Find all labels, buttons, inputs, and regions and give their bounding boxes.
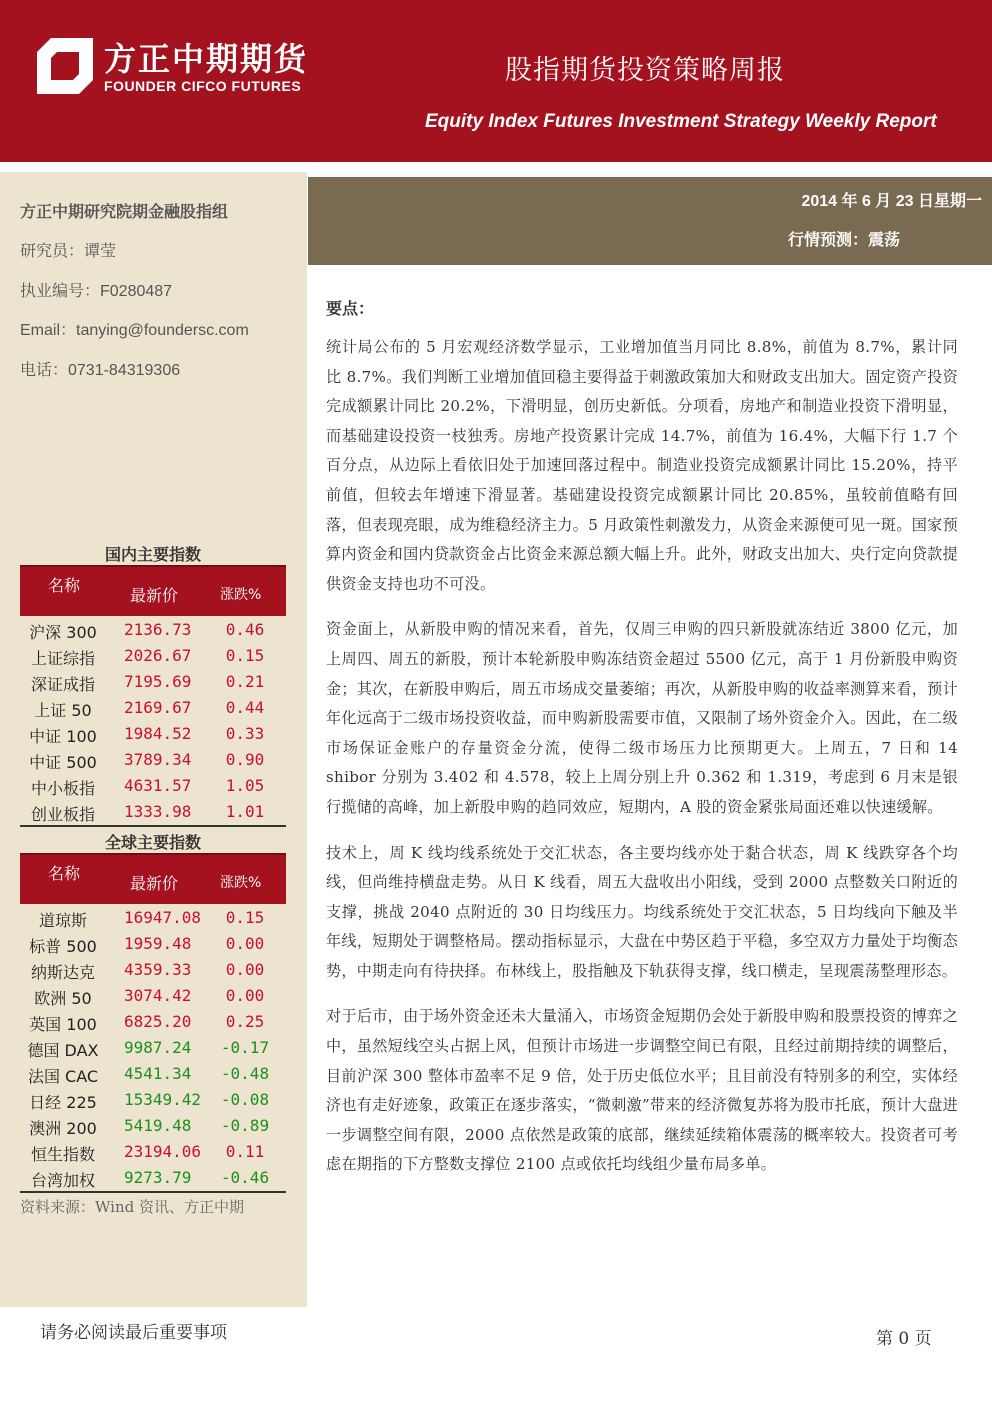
index-change: 0.11	[225, 1142, 265, 1161]
index-name: 纳斯达克	[30, 963, 95, 982]
paragraph-liquidity: 资金面上，从新股申购的情况来看，首先，仅周三申购的四只新股就冻结近 3800 亿元，加上周四、周五的新股，预计本轮新股申购冻结资金超过 5500 亿元，高于 1 月份新股申购资金；其次，在新股申购后，周五市场成交量萎缩；再次，从新股申购的收益率测算来看，预计年化远高于二级市场投资收益，而申购新股需要市值，又限制了场外资金介入。因此，在二级市场保证金账户的存量资金分流，使得二级市场压力比预期更大。上周五，7 日和 14 shibor 分别为 3.402 和 4.578，较上上周分别上升 0.362 和 1.319，考虑到 6 月末是银行揽储的高峰，加上新股申购的趋同效应，短期内，A 股的资金紧张局面还难以快速缓解。	[326, 620, 958, 816]
index-change: -0.08	[220, 1090, 270, 1109]
table-body	[20, 905, 286, 1193]
header-name: 名称	[48, 864, 81, 883]
table-row	[20, 983, 286, 1009]
page-number: 第 0 页	[876, 1329, 932, 1349]
index-change: 1.05	[225, 776, 265, 795]
index-name: 沪深 300	[29, 623, 97, 642]
table-row	[20, 747, 286, 773]
index-price: 3789.34	[124, 750, 192, 769]
paragraph-macro: 统计局公布的 5 月宏观经济数学显示，工业增加值当月同比 8.8%，前值为 8.7%，累计同比 8.7%。我们判断工业增加值回稳主要得益于刺激政策加大和财政支出加大。固定资产投资完成额累计同比 20.2%，下滑明显，创历史新低。分项看，房地产和制造业投资下滑明显，而基础建设投资一枝独秀。房地产投资累计完成 14.7%，前值为 16.4%，大幅下行 1.7 个百分点，从边际上看依旧处于加速回落过程中。制造业投资完成额累计同比 15.20%，持平前值，但较去年增速下滑显著。基础建设投资完成额累计同比 20.85%，虽较前值略有回落，但表现亮眼，成为维稳经济主力。5 月政策性刺激发力，从资金来源便可见一斑。国家预算内资金和国内贷款资金占比资金来源总额大幅上升。此外，财政支出加大、央行定向贷款提供资金支持也功不可没。	[326, 338, 958, 593]
report-header	[0, 0, 992, 162]
report-date: 2014 年 6 月 23 日星期一	[801, 193, 982, 210]
paragraph-outlook: 对于后市，由于场外资金还未大量涌入，市场资金短期仍会处于新股申购和股票投资的博弈之中，虽然短线空头占据上风，但预计市场进一步调整空间已有限，且经过前期持续的调整后，目前沪深 300 整体市盈率不足 9 倍，处于历史低位水平；且目前没有特别多的利空，实体经济也有走好迹象，政策正在逐步落实，“微刺激”带来的经济微复苏将为股市托底，预计大盘进一步调整空间有限，2000 点依然是政策的底部，继续延续箱体震荡的概率较大。投资者可考虑在期指的下方整数支撑位 2100 点或依托均线组少量布局多单。	[326, 1007, 958, 1174]
index-name: 上证 50	[34, 701, 92, 720]
header-change: 涨跌%	[220, 587, 262, 603]
header-price: 最新价	[130, 586, 179, 605]
index-price: 4541.34	[124, 1064, 192, 1083]
paragraph-technical: 技术上，周 K 线均线系统处于交汇状态，各主要均线亦处于黏合状态，周 K 线跌穿各个均线，但尚维持横盘走势。从日 K 线看，周五大盘收出小阳线，受到 2000 点整数关口附近的支撑，挑战 2040 点附近的 30 日均线压力。均线系统处于交汇状态，5 日均线向下触及半年线，短期处于调整格局。摆动指标显示，大盘在中势区趋于平稳，多空双方力量处于均衡态势，中期走向有待抉择。布林线上，股指触及下轨获得支撑，线口横走，呈现震荡整理形态。	[326, 843, 958, 980]
index-change: 0.00	[225, 960, 265, 979]
table-row	[20, 1009, 286, 1035]
table-header	[20, 853, 286, 904]
table-row	[20, 773, 286, 799]
index-name: 台湾加权	[30, 1171, 95, 1190]
index-price: 2026.67	[124, 646, 192, 665]
table-row	[20, 1165, 286, 1191]
table-body	[20, 617, 286, 827]
index-name: 法国 CAC	[27, 1067, 99, 1086]
index-change: 0.44	[225, 698, 265, 717]
table-header	[20, 565, 286, 616]
table-row	[20, 695, 286, 721]
index-price: 3074.42	[124, 986, 192, 1005]
index-name: 中证 100	[29, 727, 97, 746]
index-change: -0.46	[220, 1168, 270, 1187]
table-row	[20, 1139, 286, 1165]
table-row	[20, 905, 286, 931]
index-name: 欧洲 50	[34, 989, 92, 1008]
table-row	[20, 957, 286, 983]
index-name: 中证 500	[29, 753, 97, 772]
index-price: 4359.33	[124, 960, 192, 979]
index-price: 5419.48	[124, 1116, 192, 1135]
index-change: 0.25	[225, 1012, 265, 1031]
index-name: 标普 500	[29, 937, 97, 956]
footer-notice: 请务必阅读最后重要事项	[40, 1323, 227, 1343]
index-price: 4631.57	[124, 776, 192, 795]
index-price: 9273.79	[124, 1168, 192, 1187]
researcher-name: 研究员：谭莹	[20, 243, 117, 260]
index-change: 0.46	[225, 620, 265, 639]
index-price: 2136.73	[124, 620, 192, 639]
index-change: -0.48	[220, 1064, 270, 1083]
key-points-label: 要点：	[326, 299, 375, 318]
global-index-title: 全球主要指数	[104, 833, 201, 852]
founder-logo-icon	[37, 38, 93, 94]
index-price: 23194.06	[124, 1142, 202, 1161]
index-price: 15349.42	[124, 1090, 202, 1109]
table-row	[20, 669, 286, 695]
email-address: Email：tanying@foundersc.com	[20, 322, 249, 339]
index-price: 16947.08	[124, 908, 202, 927]
logo-chinese: 方正中期期货	[104, 40, 309, 78]
index-change: 0.15	[225, 646, 265, 665]
license-number: 执业编号：F0280487	[20, 283, 173, 300]
table-row	[20, 931, 286, 957]
table-row	[20, 617, 286, 643]
date-forecast-bar	[308, 177, 992, 265]
main-content	[326, 296, 958, 1196]
table-row	[20, 643, 286, 669]
index-change: 1.01	[225, 802, 265, 821]
index-name: 英国 100	[29, 1015, 97, 1034]
header-change: 涨跌%	[220, 875, 262, 891]
index-price: 1333.98	[124, 802, 192, 821]
index-price: 1959.48	[124, 934, 192, 953]
table-row	[20, 1087, 286, 1113]
table-row	[20, 799, 286, 825]
index-change: 0.90	[225, 750, 265, 769]
report-title-chinese: 股指期货投资策略周报	[505, 55, 785, 86]
index-name: 澳洲 200	[29, 1119, 97, 1138]
header-price: 最新价	[130, 874, 179, 893]
index-price: 2169.67	[124, 698, 192, 717]
index-name: 日经 225	[29, 1093, 97, 1112]
index-change: 0.33	[225, 724, 265, 743]
phone-number: 电话：0731-84319306	[20, 362, 181, 379]
index-price: 6825.20	[124, 1012, 192, 1031]
index-price: 9987.24	[124, 1038, 192, 1057]
index-name: 恒生指数	[30, 1145, 95, 1164]
index-change: 0.00	[225, 934, 265, 953]
logo-english: FOUNDER CIFCO FUTURES	[104, 78, 302, 94]
index-name: 德国 DAX	[27, 1041, 99, 1060]
domestic-index-title: 国内主要指数	[104, 545, 201, 564]
index-price: 1984.52	[124, 724, 192, 743]
index-price: 7195.69	[124, 672, 192, 691]
index-change: 0.15	[225, 908, 265, 927]
report-title-english: Equity Index Futures Investment Strategy Weekly Report	[425, 111, 937, 132]
index-name: 上证综指	[30, 649, 95, 668]
index-name: 深证成指	[30, 675, 95, 694]
data-source: 资料来源：Wind 资讯、方正中期	[20, 1198, 244, 1216]
market-forecast: 行情预测：震荡	[788, 230, 901, 249]
table-row	[20, 1061, 286, 1087]
index-name: 道琼斯	[38, 911, 87, 930]
table-row	[20, 721, 286, 747]
index-change: -0.89	[220, 1116, 270, 1135]
index-change: -0.17	[220, 1038, 270, 1057]
index-name: 中小板指	[30, 779, 95, 798]
table-row	[20, 1113, 286, 1139]
index-name: 创业板指	[30, 805, 95, 824]
table-row	[20, 1035, 286, 1061]
header-name: 名称	[48, 576, 81, 595]
index-change: 0.21	[225, 672, 265, 691]
index-change: 0.00	[225, 986, 265, 1005]
department-name: 方正中期研究院期金融股指组	[20, 204, 229, 221]
